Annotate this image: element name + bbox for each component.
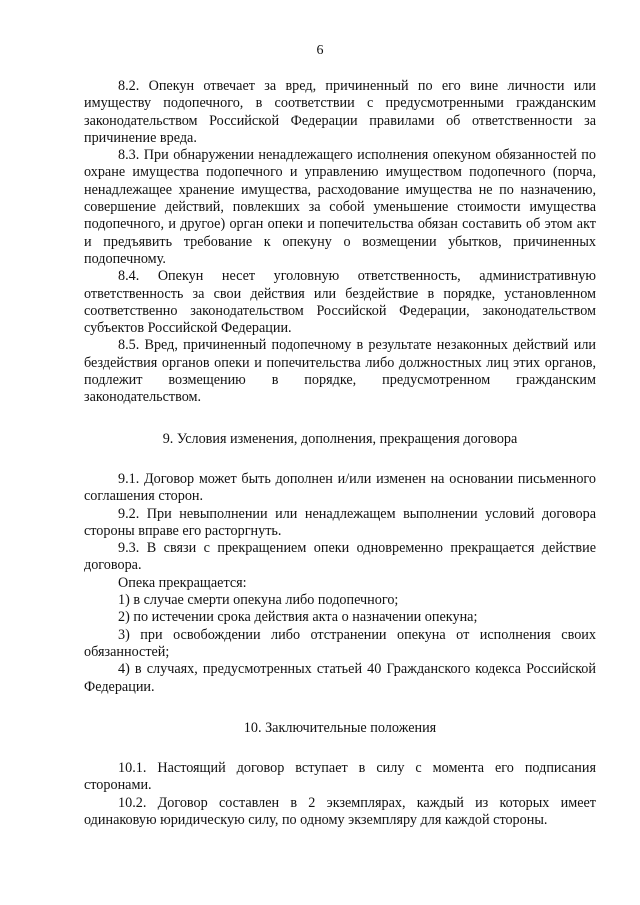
section-9	[84, 471, 596, 696]
page-number: 6	[316, 43, 324, 58]
clause-8-2: 8.2. Опекун отвечает за вред, причиненный по его вине личности или имуществу подопечного, в соответствии с предусмотренными гражданским законодательством Российской Федерации правилами об ответственности за причинение вреда.	[84, 78, 596, 146]
document-body	[84, 78, 596, 829]
clause-10-2: 10.2. Договор составлен в 2 экземплярах, каждый из которых имеет одинаковую юридическую силу, по одному экземпляру для каждой стороны.	[84, 794, 596, 828]
termination-item-3: 3) при освобождении либо отстранении опекуна от исполнения своих обязанностей;	[84, 626, 596, 660]
clause-10-1: 10.1. Настоящий договор вступает в силу с момента его подписания сторонами.	[84, 760, 596, 794]
section-10	[84, 760, 596, 829]
clause-9-2: 9.2. При невыполнении или ненадлежащем выполнении условий договора стороны вправе его расторгнуть.	[84, 505, 596, 539]
clause-8-3: 8.3. При обнаружении ненадлежащего исполнения опекуном обязанностей по охране имущества подопечного и управлению имуществом подопечного (порча, ненадлежащее хранение имущества, расходование имущества не по назначению, совершение действий, повлекших за собой уменьшение стоимости имущества подопечного, и другое) орган опеки и попечительства обязан составить об этом акт и предъявить требование к опекуну о возмещении убытков, причиненных подопечному.	[84, 147, 596, 267]
section-10-heading: 10. Заключительные положения	[243, 719, 437, 736]
clause-8-4: 8.4. Опекун несет уголовную ответственность, административную ответственность за свои действия или бездействие в порядке, установленном соответственно законодательством Российской Федерации, законодательством субъектов Российской Федерации.	[84, 268, 596, 337]
termination-item-2: 2) по истечении срока действия акта о назначении опекуна;	[118, 609, 478, 626]
clause-9-3: 9.3. В связи с прекращением опеки одновременно прекращается действие договора.	[84, 540, 596, 574]
termination-intro: Опека прекращается:	[118, 574, 247, 591]
clause-9-1: 9.1. Договор может быть дополнен и/или изменен на основании письменного соглашения сторон.	[84, 470, 596, 505]
section-8	[84, 78, 596, 407]
termination-item-4: 4) в случаях, предусмотренных статьей 40 Гражданского кодекса Российской Федерации.	[84, 661, 596, 695]
section-9-heading: 9. Условия изменения, дополнения, прекращения договора	[162, 430, 518, 447]
clause-8-5: 8.5. Вред, причиненный подопечному в результате незаконных действий или бездействия органов опеки и попечительства либо должностных лиц этих органов, подлежит возмещению в порядке, предусмотренном гражданским законодательством.	[84, 337, 596, 406]
termination-item-1: 1) в случае смерти опекуна либо подопечного;	[118, 592, 399, 609]
